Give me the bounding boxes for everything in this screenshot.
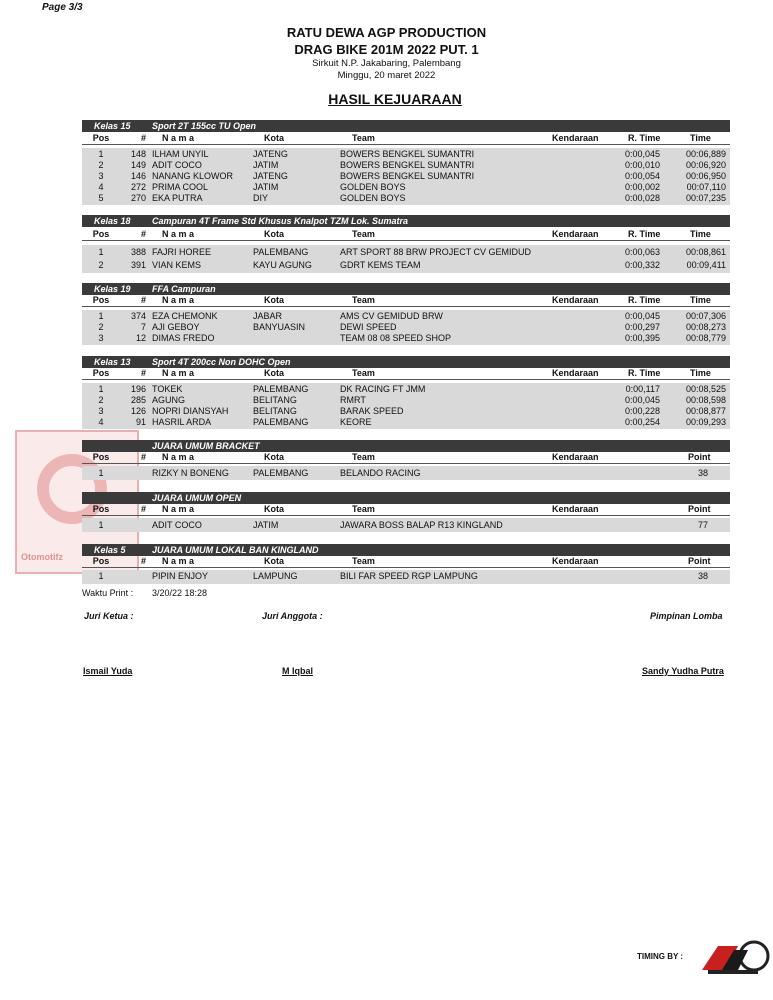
col-team: Team [352,133,375,143]
organizer-title: RATU DEWA AGP PRODUCTION [286,25,487,40]
rtime-cell: 0:00,028 [624,193,660,203]
team-cell: BOWERS BENGKEL SUMANTRI [340,149,475,159]
team-cell: GOLDEN BOYS [340,193,406,203]
col-team: Team [352,556,375,566]
team-cell: JAWARA BOSS BALAP R13 KINGLAND [340,520,503,530]
juri-ketua-name: Ismail Yuda [83,666,133,676]
col-kota: Kota [264,295,284,305]
time-cell: 00:07,110 [686,182,726,192]
pos-cell: 1 [98,520,104,530]
pos-cell: 2 [98,260,104,270]
time-cell: 00:08,273 [685,322,726,332]
nama-cell: DIMAS FREDO [152,333,215,343]
pos-cell: 1 [98,311,104,321]
champion-title: JUARA UMUM BRACKET [152,441,260,451]
juri-ketua-label: Juri Ketua : [84,611,134,621]
rtime-cell: 0:00,395 [624,333,660,343]
class-number: Kelas 5 [94,545,126,555]
table-row [82,322,730,333]
kota-cell: KAYU AGUNG [253,260,312,270]
team-cell: ART SPORT 88 BRW PROJECT CV GEMIDUD [340,247,532,257]
table-row [82,247,730,258]
pos-cell: 1 [98,149,104,159]
num-cell: 146 [130,171,146,181]
col-nama: N a m a [162,556,195,566]
team-cell: BELANDO RACING [340,468,421,478]
venue: Sirkuit N.P. Jakabaring, Palembang [312,58,461,69]
rtime-cell: 0:00,228 [624,406,660,416]
col-team: Team [352,295,375,305]
class-name: FFA Campuran [152,284,216,294]
time-cell: 00:07,306 [685,311,726,321]
rtime-cell: 0:00,063 [624,247,660,257]
num-cell: 388 [130,247,146,257]
col-pos: Pos [92,556,110,566]
col-kota: Kota [264,556,284,566]
class-name: Sport 4T 200cc Non DOHC Open [152,357,291,367]
nama-cell: NANANG KLOWOR [152,171,234,181]
col-rtime: R. Time [628,368,661,378]
table-row [82,384,730,395]
col-team: Team [352,368,375,378]
col-pos: Pos [92,133,110,143]
col-rtime: R. Time [628,229,661,239]
kota-cell: JATIM [253,520,279,530]
rtime-cell: 0:00,117 [625,384,660,394]
team-cell: BOWERS BENGKEL SUMANTRI [340,160,475,170]
col-pos: Pos [92,295,110,305]
team-cell: GOLDEN BOYS [340,182,406,192]
table-row [82,311,730,322]
time-cell: 00:06,950 [685,171,726,181]
team-cell: KEORE [340,417,372,427]
col-kendaraan: Kendaraan [552,229,599,239]
col-kendaraan: Kendaraan [552,452,599,462]
table-row [82,149,730,160]
kota-cell: PALEMBANG [253,384,309,394]
nama-cell: ADIT COCO [152,160,202,170]
col-time: Time [690,295,711,305]
col-kota: Kota [264,504,284,514]
kota-cell: BELITANG [253,406,297,416]
col-rtime: R. Time [628,133,661,143]
nama-cell: FAJRI HOREE [152,247,212,257]
time-cell: 00:08,779 [685,333,726,343]
nama-cell: EKA PUTRA [152,193,203,203]
class-number: Kelas 13 [94,357,131,367]
table-row [82,406,730,417]
class-number: Kelas 18 [94,216,131,226]
col-kendaraan: Kendaraan [552,295,599,305]
timing-logo-icon [698,940,770,976]
time-cell: 00:08,861 [685,247,726,257]
col-kendaraan: Kendaraan [552,504,599,514]
col-num: # [140,229,146,239]
team-cell: AMS CV GEMIDUD BRW [340,311,443,321]
pos-cell: 3 [98,333,104,343]
table-row [82,417,730,428]
nama-cell: ILHAM UNYIL [152,149,209,159]
column-header-row [82,452,730,464]
column-header-row [82,504,730,516]
col-kendaraan: Kendaraan [552,133,599,143]
pimpinan-name: Sandy Yudha Putra [642,666,724,676]
page-number: Page 3/3 [42,2,83,13]
champion-title: JUARA UMUM OPEN [152,493,242,503]
team-cell: BOWERS BENGKEL SUMANTRI [340,171,475,181]
event-title: DRAG BIKE 201M 2022 PUT. 1 [294,42,479,57]
champion-title: JUARA UMUM LOKAL BAN KINGLAND [152,545,319,555]
pos-cell: 1 [98,571,104,581]
col-pos: Pos [92,368,110,378]
time-cell: 00:09,293 [685,417,726,427]
nama-cell: RIZKY N BONENG [152,468,229,478]
juri-anggota-label: Juri Anggota : [262,611,323,621]
rtime-cell: 0:00,054 [624,171,660,181]
team-cell: BILI FAR SPEED RGP LAMPUNG [340,571,478,581]
col-point: Point [688,452,711,462]
num-cell: 272 [130,182,146,192]
rtime-cell: 0:00,010 [624,160,660,170]
col-pos: Pos [92,504,110,514]
col-time: Time [690,368,711,378]
kota-cell: BANYUASIN [253,322,306,332]
num-cell: 196 [130,384,146,394]
num-cell: 126 [130,406,146,416]
pos-cell: 3 [98,406,104,416]
point-cell: 38 [697,571,708,581]
col-num: # [140,504,146,514]
table-row [82,182,730,193]
num-cell: 391 [130,260,146,270]
table-row [82,571,730,582]
pos-cell: 3 [98,171,104,181]
num-cell: 148 [130,149,146,159]
column-header-row [82,133,730,145]
rtime-cell: 0:00,297 [624,322,660,332]
nama-cell: TOKEK [152,384,183,394]
kota-cell: JATENG [253,171,288,181]
num-cell: 7 [140,322,146,332]
col-num: # [140,452,146,462]
col-rtime: R. Time [628,295,661,305]
champion-header-bar [82,492,730,504]
kota-cell: PALEMBANG [253,417,309,427]
class-header-bar [82,120,730,132]
rtime-cell: 0:00,002 [624,182,660,192]
print-time-value: 3/20/22 18:28 [152,588,208,598]
nama-cell: PRIMA COOL [152,182,209,192]
time-cell: 00:08,525 [685,384,726,394]
col-kota: Kota [264,133,284,143]
class-header-bar [82,283,730,295]
point-cell: 77 [697,520,708,530]
pos-cell: 1 [98,247,104,257]
num-cell: 12 [135,333,146,343]
nama-cell: VIAN KEMS [152,260,202,270]
table-row [82,333,730,344]
nama-cell: NOPRI DIANSYAH [152,406,229,416]
col-time: Time [690,133,711,143]
table-row [82,193,730,204]
column-header-row [82,295,730,307]
col-num: # [140,556,146,566]
nama-cell: AJI GEBOY [152,322,200,332]
class-name: Sport 2T 155cc TU Open [152,121,257,131]
class-number: Kelas 15 [94,121,131,131]
pos-cell: 2 [98,160,104,170]
col-num: # [140,295,146,305]
nama-cell: HASRIL ARDA [152,417,212,427]
class-header-bar [82,215,730,227]
num-cell: 285 [130,395,146,405]
time-cell: 00:08,877 [685,406,726,416]
col-point: Point [688,556,711,566]
num-cell: 374 [130,311,146,321]
kota-cell: PALEMBANG [253,247,309,257]
col-kota: Kota [264,229,284,239]
rtime-cell: 0:00,254 [624,417,660,427]
kota-cell: JABAR [253,311,283,321]
column-header-row [82,229,730,241]
class-name: Campuran 4T Frame Std Khusus Knalpot TZM Lok. Sumatra [152,216,409,226]
nama-cell: PIPIN ENJOY [152,571,209,581]
col-num: # [140,133,146,143]
nama-cell: ADIT COCO [152,520,202,530]
col-nama: N a m a [162,504,195,514]
nama-cell: AGUNG [152,395,186,405]
kota-cell: JATIM [253,182,279,192]
pos-cell: 1 [98,468,104,478]
col-nama: N a m a [162,229,195,239]
point-cell: 38 [697,468,708,478]
col-kendaraan: Kendaraan [552,368,599,378]
champion-header-bar [82,544,730,556]
num-cell: 149 [130,160,146,170]
col-num: # [140,368,146,378]
pos-cell: 4 [98,182,104,192]
juri-anggota-name: M Iqbal [282,666,313,676]
table-row [82,468,730,479]
team-cell: BARAK SPEED [340,406,404,416]
time-cell: 00:08,598 [685,395,726,405]
pos-cell: 2 [98,322,104,332]
team-cell: GDRT KEMS TEAM [340,260,421,270]
kota-cell: JATENG [253,149,288,159]
table-row [82,395,730,406]
col-point: Point [688,504,711,514]
col-nama: N a m a [162,295,195,305]
kota-cell: DIY [253,193,269,203]
col-kota: Kota [264,452,284,462]
rtime-cell: 0:00,332 [624,260,660,270]
time-cell: 00:06,889 [685,149,726,159]
class-header-bar [82,356,730,368]
watermark-text: Otomotifz [21,552,63,562]
table-row [82,171,730,182]
col-team: Team [352,229,375,239]
timing-label: TIMING BY : [637,952,684,961]
col-kota: Kota [264,368,284,378]
pos-cell: 2 [98,395,104,405]
pos-cell: 4 [98,417,104,427]
rtime-cell: 0:00,045 [624,311,660,321]
time-cell: 00:09,411 [686,260,726,270]
pos-cell: 5 [98,193,104,203]
print-time-label: Waktu Print : [82,588,134,598]
col-nama: N a m a [162,368,195,378]
col-pos: Pos [92,229,110,239]
pimpinan-label: Pimpinan Lomba [650,611,723,621]
num-cell: 270 [130,193,146,203]
col-team: Team [352,452,375,462]
table-row [82,260,730,271]
table-row [82,160,730,171]
col-nama: N a m a [162,133,195,143]
column-header-row [82,556,730,568]
kota-cell: LAMPUNG [253,571,298,581]
nama-cell: EZA CHEMONK [152,311,218,321]
table-row [82,520,730,531]
team-cell: DEWI SPEED [340,322,397,332]
results-title: HASIL KEJUARAAN [328,91,462,107]
col-nama: N a m a [162,452,195,462]
team-cell: TEAM 08 08 SPEED SHOP [340,333,452,343]
event-date: Minggu, 20 maret 2022 [337,70,436,81]
col-time: Time [690,229,711,239]
pos-cell: 1 [98,384,104,394]
time-cell: 00:07,235 [685,193,726,203]
kota-cell: BELITANG [253,395,297,405]
kota-cell: PALEMBANG [253,468,309,478]
col-team: Team [352,504,375,514]
rtime-cell: 0:00,045 [624,395,660,405]
team-cell: RMRT [340,395,366,405]
col-kendaraan: Kendaraan [552,556,599,566]
rtime-cell: 0:00,045 [624,149,660,159]
class-number: Kelas 19 [94,284,131,294]
team-cell: DK RACING FT JMM [340,384,426,394]
champion-header-bar [82,440,730,452]
col-pos: Pos [92,452,110,462]
time-cell: 00:06,920 [685,160,726,170]
column-header-row [82,368,730,380]
kota-cell: JATIM [253,160,279,170]
num-cell: 91 [135,417,146,427]
